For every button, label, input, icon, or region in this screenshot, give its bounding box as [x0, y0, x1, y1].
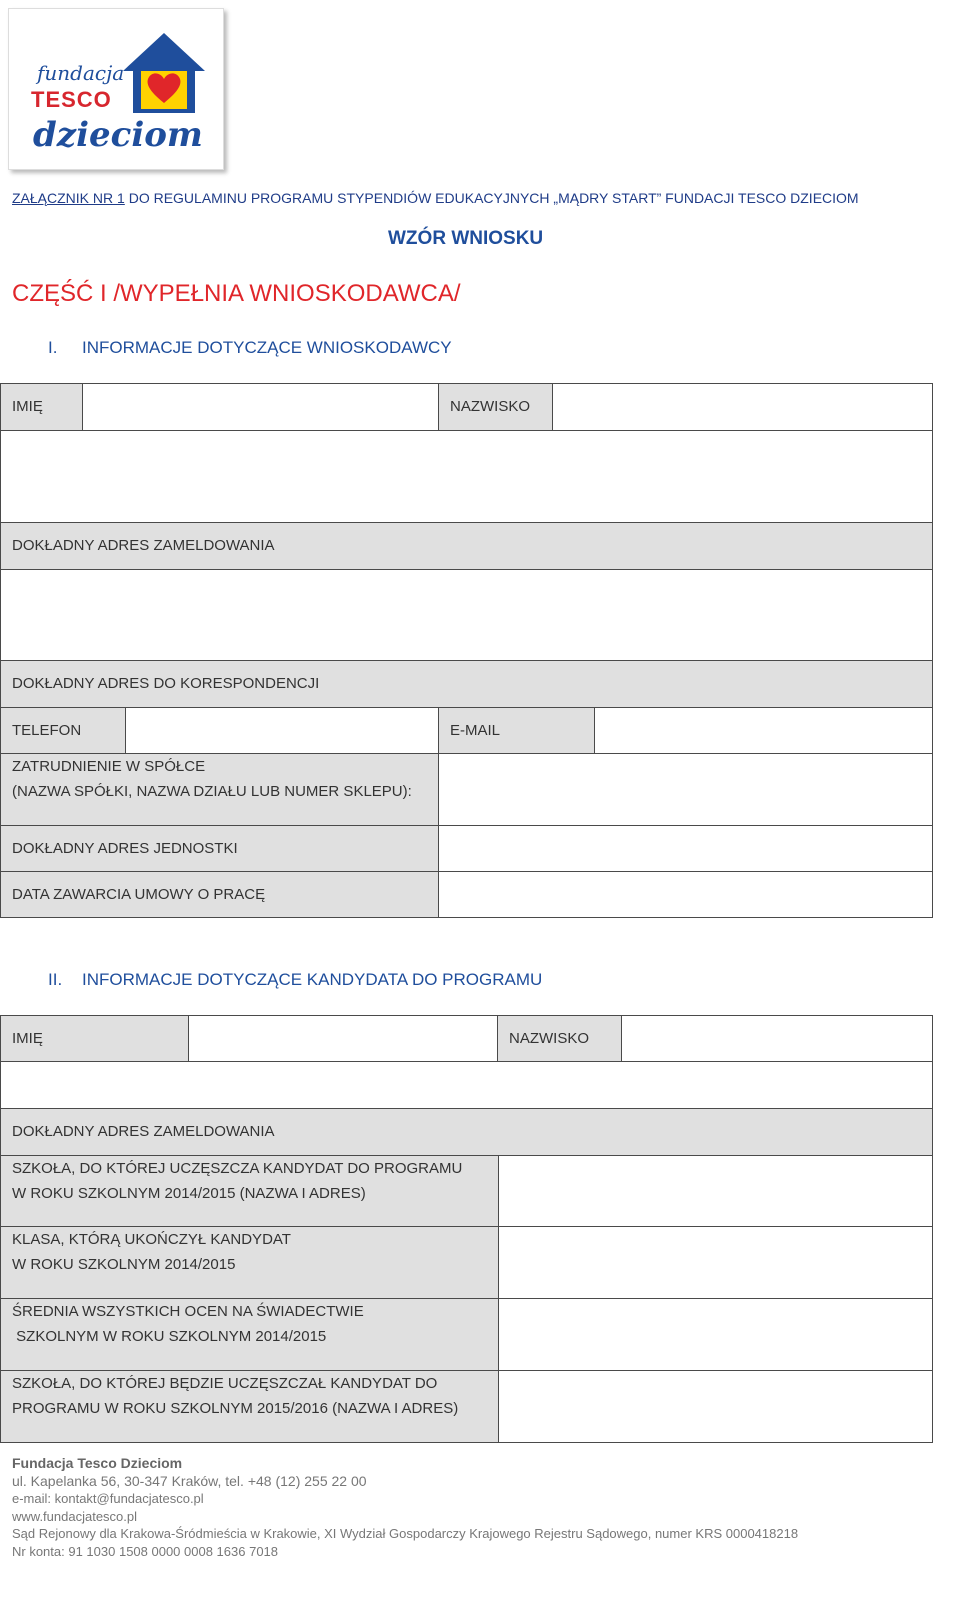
label-employment-line2: (NAZWA SPÓŁKI, NAZWA DZIAŁU LUB NUMER SKLEPU):: [12, 783, 412, 800]
applicant-registered-address-field[interactable]: [0, 430, 933, 523]
label-candidate-first-name: IMIĘ: [0, 1015, 189, 1062]
label-correspondence-address: DOKŁADNY ADRES DO KORESPONDENCJI: [0, 660, 933, 708]
label-current-school: [0, 1155, 499, 1227]
candidate-current-school-field[interactable]: [498, 1155, 933, 1227]
label-class-line1: KLASA, KTÓRĄ UKOŃCZYŁ KANDYDAT: [12, 1231, 291, 1248]
label-next-school-line2: PROGRAMU W ROKU SZKOLNYM 2015/2016 (NAZWA I ADRES): [12, 1400, 459, 1417]
section-1-number: I.: [48, 338, 58, 357]
annex-heading: [12, 190, 859, 206]
applicant-email-field[interactable]: [594, 707, 933, 754]
annex-text: DO REGULAMINU PROGRAMU STYPENDIÓW EDUKACYJNYCH „MĄDRY START” FUNDACJI TESCO DZIECIOM: [124, 190, 859, 206]
label-candidate-last-name: NAZWISKO: [497, 1015, 622, 1062]
footer-court-registration: Sąd Rejonowy dla Krakowa-Śródmieścia w Krakowie, XI Wydział Gospodarczy Krajowego Rejestru Sądowego, numer KRS 0000418218: [12, 1526, 799, 1541]
label-class-line2: W ROKU SZKOLNYM 2014/2015: [12, 1256, 236, 1273]
form-title: WZÓR WNIOSKU: [388, 228, 544, 249]
label-class: [0, 1226, 499, 1299]
footer-org-name: Fundacja Tesco Dzieciom: [12, 1455, 183, 1471]
candidate-last-name-field[interactable]: [621, 1015, 933, 1062]
footer-bank-account: Nr konta: 91 1030 1508 0000 0008 1636 7018: [12, 1543, 279, 1559]
section-2-heading: [48, 970, 542, 990]
applicant-first-name-field[interactable]: [82, 383, 439, 431]
label-phone: TELEFON: [0, 707, 126, 754]
label-current-school-line1: SZKOŁA, DO KTÓREJ UCZĘSZCZA KANDYDAT DO PROGRAMU: [12, 1160, 463, 1177]
label-grade-average: [0, 1298, 499, 1371]
label-last-name: NAZWISKO: [438, 383, 553, 431]
label-registered-address: DOKŁADNY ADRES ZAMELDOWANIA: [0, 522, 933, 570]
footer-address: ul. Kapelanka 56, 30-347 Kraków, tel. +48 (12) 255 22 00: [12, 1472, 367, 1489]
section-2-title: INFORMACJE DOTYCZĄCE KANDYDATA DO PROGRAMU: [82, 970, 543, 989]
candidate-registered-address-field[interactable]: [0, 1061, 933, 1109]
applicant-contract-date-field[interactable]: [438, 871, 933, 918]
label-employment-line1: ZATRUDNIENIE W SPÓŁCE: [12, 758, 206, 775]
label-contract-date: DATA ZAWARCIA UMOWY O PRACĘ: [0, 871, 439, 918]
section-1-title: INFORMACJE DOTYCZĄCE WNIOSKODAWCY: [82, 338, 452, 357]
label-first-name: IMIĘ: [0, 383, 83, 431]
applicant-unit-address-field[interactable]: [438, 825, 933, 872]
logo-text-dzieciom: dzieciom: [33, 115, 203, 155]
applicant-last-name-field[interactable]: [552, 383, 933, 431]
annex-number: ZAŁĄCZNIK NR 1: [12, 190, 125, 206]
fundacja-tesco-logo: [8, 8, 224, 170]
section-2-number: II.: [48, 970, 63, 989]
label-current-school-line2: W ROKU SZKOLNYM 2014/2015 (NAZWA I ADRES): [12, 1185, 366, 1202]
candidate-class-field[interactable]: [498, 1226, 933, 1299]
section-1-heading: [48, 338, 452, 358]
footer-email: e-mail: kontakt@fundacjatesco.pl: [12, 1491, 204, 1506]
logo-text-fundacja: fundacja: [37, 61, 125, 85]
candidate-next-school-field[interactable]: [498, 1370, 933, 1443]
label-grade-average-line1: ŚREDNIA WSZYSTKICH OCEN NA ŚWIADECTWIE: [12, 1303, 364, 1320]
applicant-correspondence-address-field[interactable]: [0, 569, 933, 661]
applicant-employment-field[interactable]: [438, 753, 933, 826]
label-next-school: [0, 1370, 499, 1443]
logo-text-tesco: TESCO: [31, 87, 112, 112]
label-next-school-line1: SZKOŁA, DO KTÓREJ BĘDZIE UCZĘSZCZAŁ KANDYDAT DO: [12, 1375, 438, 1392]
applicant-phone-field[interactable]: [125, 707, 439, 754]
part-heading: CZĘŚĆ I /WYPEŁNIA WNIOSKODAWCA/: [12, 280, 461, 307]
label-unit-address: DOKŁADNY ADRES JEDNOSTKI: [0, 825, 439, 872]
candidate-first-name-field[interactable]: [188, 1015, 498, 1062]
label-email: E-MAIL: [438, 707, 595, 754]
candidate-grade-average-field[interactable]: [498, 1298, 933, 1371]
house-heart-icon: [119, 29, 209, 119]
label-grade-average-line2: SZKOLNYM W ROKU SZKOLNYM 2014/2015: [12, 1328, 327, 1345]
label-candidate-registered-address: DOKŁADNY ADRES ZAMELDOWANIA: [0, 1108, 933, 1156]
footer: [12, 1455, 798, 1560]
footer-website: www.fundacjatesco.pl: [12, 1508, 138, 1524]
label-employment: [0, 753, 439, 826]
